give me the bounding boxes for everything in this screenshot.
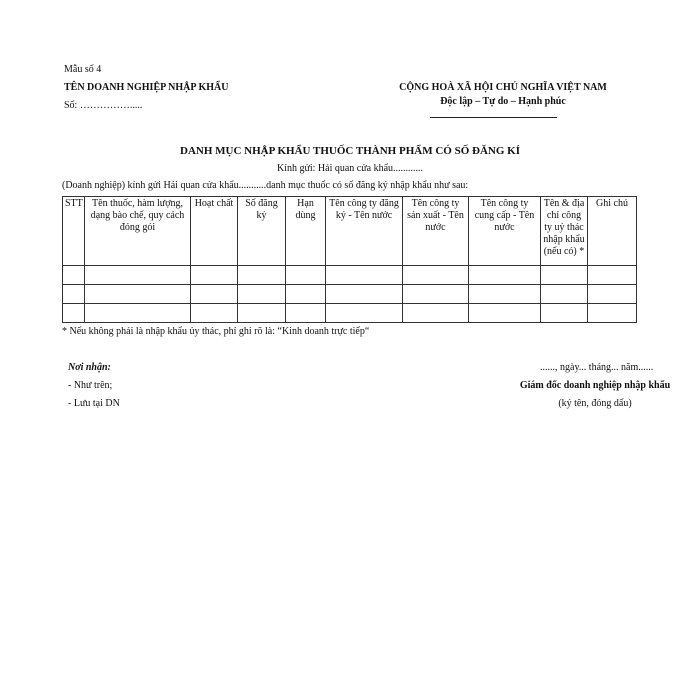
table-cell: [63, 285, 85, 304]
country-name: CỘNG HOÀ XÃ HỘI CHỦ NGHĨA VIỆT NAM: [399, 82, 607, 93]
table-cell: [191, 304, 238, 323]
table-cell: [326, 266, 403, 285]
table-cell: [588, 304, 637, 323]
drug-list-table: [62, 196, 637, 323]
signature-note: (ký tên, đóng dấu): [558, 398, 632, 409]
col-header-expiry: Hạn dùng: [286, 197, 326, 266]
table-cell: [541, 266, 588, 285]
col-header-notes: Ghi chú: [588, 197, 637, 266]
table-cell: [403, 285, 469, 304]
table-cell: [588, 266, 637, 285]
col-header-drug-name: Tên thuốc, hàm lượng, dạng bào chế, quy cách đóng gói: [85, 197, 191, 266]
table-cell: [286, 266, 326, 285]
table-cell: [326, 285, 403, 304]
table-row: [63, 304, 637, 323]
table-cell: [469, 266, 541, 285]
table-header-row: [63, 197, 637, 266]
document-number: Số: …………….....‌: [64, 100, 143, 111]
table-row: [63, 285, 637, 304]
addressee: Kính gửi: Hải quan cửa khẩu............: [276, 163, 424, 174]
table-cell: [85, 285, 191, 304]
table-cell: [469, 285, 541, 304]
form-number: Mẫu số 4: [64, 64, 102, 75]
table-cell: [326, 304, 403, 323]
col-header-stt: STT: [63, 197, 85, 266]
col-header-entrusting-company: Tên & địa chỉ công ty uỷ thác nhập khẩu (nếu có) *: [541, 197, 588, 266]
company-name: TÊN DOANH NGHIỆP NHẬP KHẨU: [64, 82, 229, 93]
table-cell: [403, 266, 469, 285]
table-cell: [238, 266, 286, 285]
table-cell: [191, 266, 238, 285]
recipient-item: - Lưu tại DN: [68, 398, 120, 409]
table-cell: [85, 304, 191, 323]
col-header-registrant-company: Tên công ty đăng ký - Tên nước: [326, 197, 403, 266]
table-cell: [238, 285, 286, 304]
col-header-active-ingredient: Hoạt chất: [191, 197, 238, 266]
motto-underline: [430, 117, 557, 118]
motto: Độc lập – Tự do – Hạnh phúc: [440, 96, 566, 107]
recipient-item: - Như trên;: [68, 380, 113, 391]
signature-date: ......, ngày... tháng... năm......: [540, 362, 654, 373]
col-header-manufacturer: Tên công ty sản xuất - Tên nước: [403, 197, 469, 266]
table-cell: [238, 304, 286, 323]
table-cell: [63, 304, 85, 323]
table-cell: [588, 285, 637, 304]
table-cell: [541, 304, 588, 323]
signatory-title: Giám đốc doanh nghiệp nhập khẩu: [519, 380, 671, 391]
footnote: * Nếu không phải là nhập khẩu ủy thác, phỉ ghi rõ là: “Kinh doanh trực tiếp“: [62, 326, 370, 337]
document-title: DANH MỤC NHẬP KHẨU THUỐC THÀNH PHẨM CÓ SỐ ĐĂNG KÍ: [180, 145, 520, 157]
table-row: [63, 266, 637, 285]
col-header-registration-number: Số đăng ký: [238, 197, 286, 266]
table-cell: [403, 304, 469, 323]
table-cell: [63, 266, 85, 285]
intro-text: (Doanh nghiệp) kính gửi Hải quan cửa khẩu...........danh mục thuốc có số đăng ký nhập khẩu như sau:: [62, 180, 469, 191]
table-cell: [191, 285, 238, 304]
table-cell: [286, 304, 326, 323]
table-cell: [469, 304, 541, 323]
table-cell: [541, 285, 588, 304]
recipients-label: Nơi nhận:: [68, 362, 111, 373]
col-header-supplier: Tên công ty cung cấp - Tên nước: [469, 197, 541, 266]
table-cell: [286, 285, 326, 304]
table-cell: [85, 266, 191, 285]
